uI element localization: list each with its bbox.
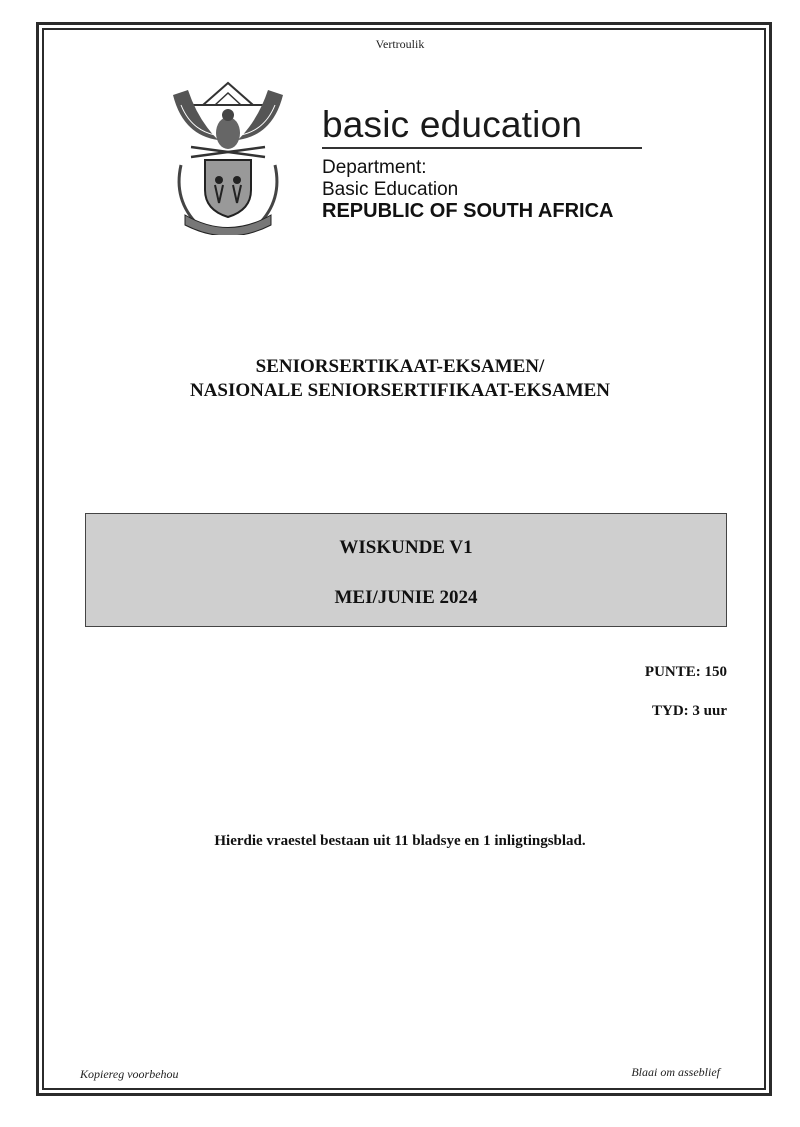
subject-name: WISKUNDE V1: [339, 537, 473, 558]
department-label: Department:: [322, 157, 427, 178]
confidential-label: Vertroulik: [375, 37, 425, 51]
exam-time: TYD: 3 uur: [651, 703, 727, 719]
brand-divider: [322, 147, 642, 149]
department-name: Basic Education: [322, 179, 459, 200]
exam-session: MEI/JUNIE 2024: [334, 587, 478, 608]
copyright-notice: Kopiereg voorbehou: [80, 1067, 179, 1081]
page-count-note: Hierdie vraestel bestaan uit 11 bladsye en 1 inligtingsblad.: [214, 833, 586, 849]
turn-over-notice: Blaai om asseblief: [631, 1065, 720, 1079]
brand-name: basic education: [322, 104, 583, 145]
exam-title-line2: NASIONALE SENIORSERTIFIKAAT-EKSAMEN: [189, 380, 611, 401]
exam-title-line1: SENIORSERTIKAAT-EKSAMEN/: [255, 356, 545, 377]
coat-of-arms-icon: [163, 75, 293, 235]
country-name: REPUBLIC OF SOUTH AFRICA: [322, 200, 614, 222]
total-marks: PUNTE: 150: [644, 664, 727, 680]
subject-banner: [85, 513, 727, 627]
